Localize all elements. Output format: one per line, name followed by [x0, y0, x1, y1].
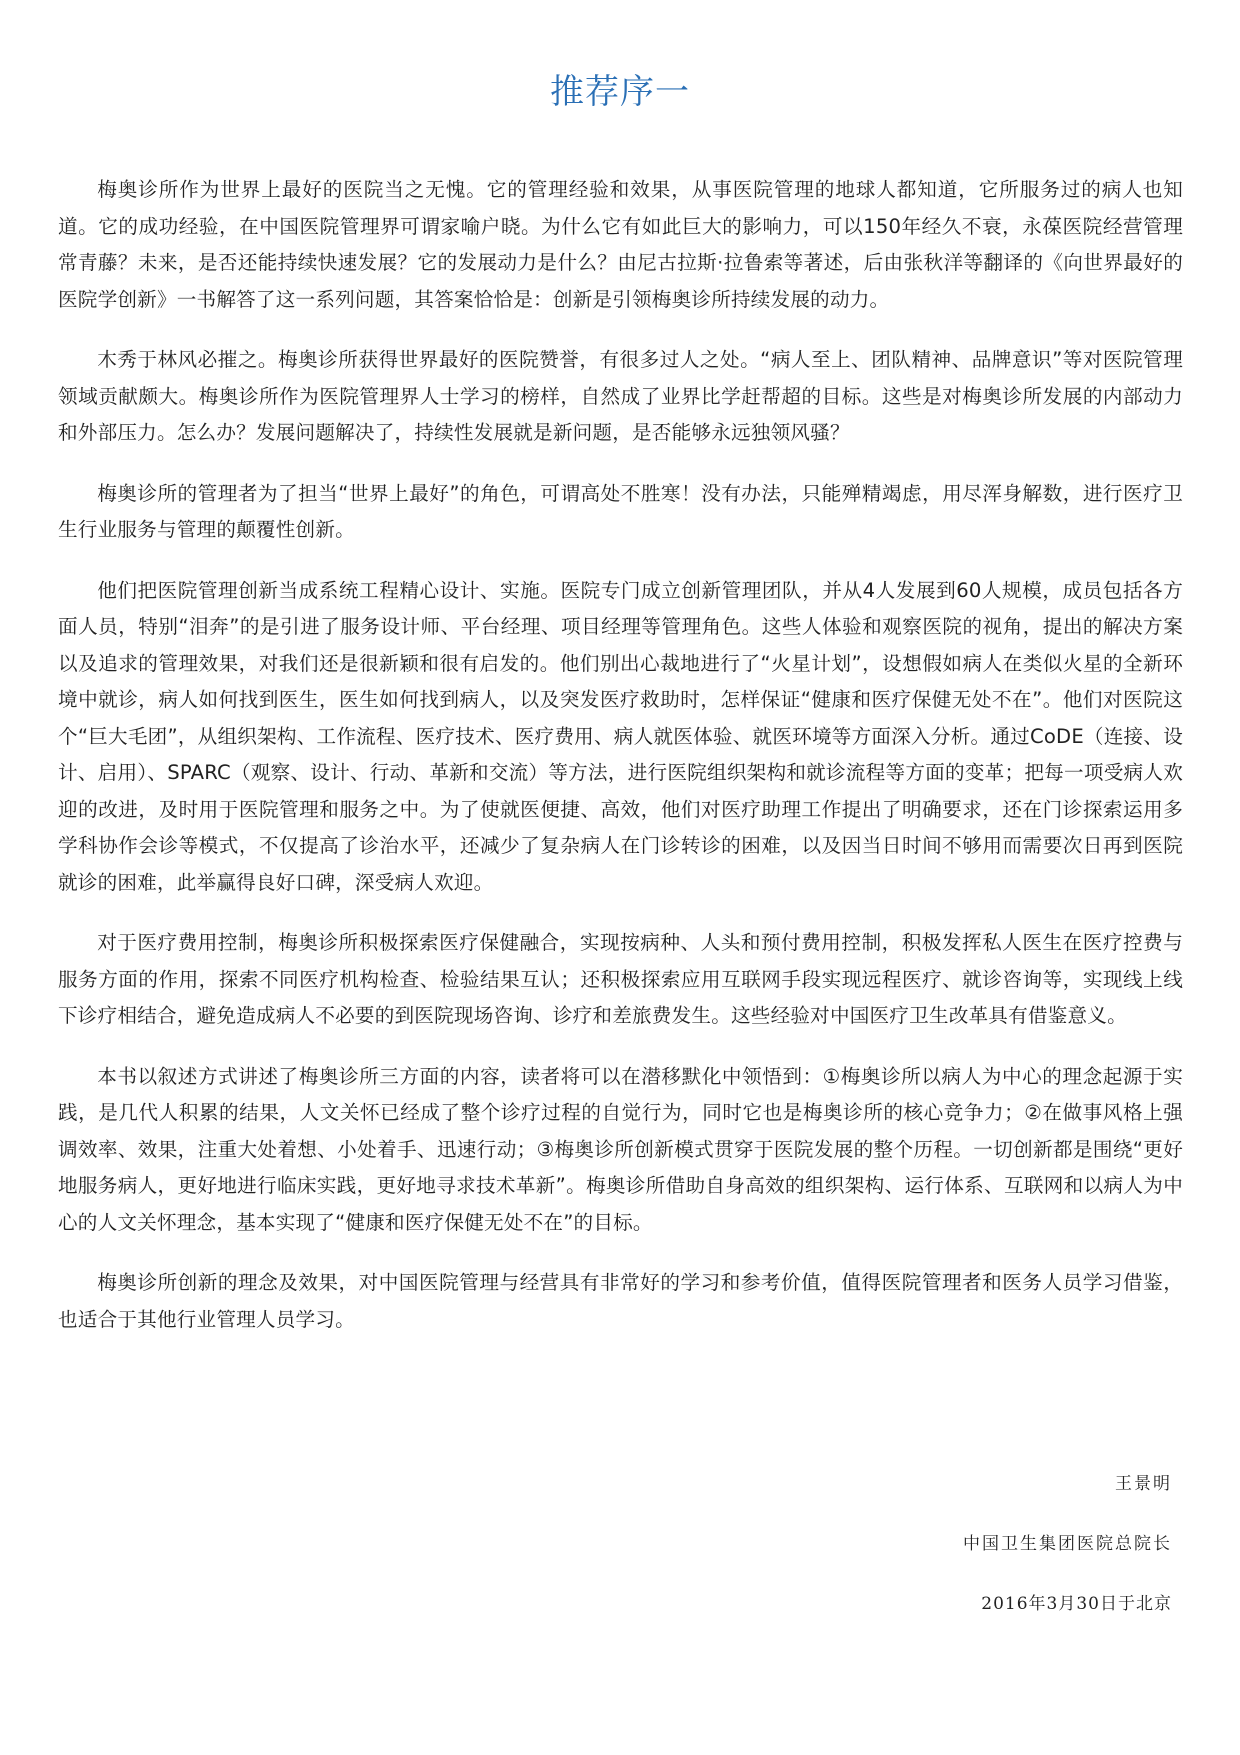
paragraph: 梅奥诊所作为世界上最好的医院当之无愧。它的管理经验和效果，从事医院管理的地球人都知道，它所服务过的病人也知道。它的成功经验，在中国医院管理界可谓家喻户晓。为什么它有如此巨大的影响力，可以150年经久不衰，永葆医院经营管理常青藤？未来，是否还能持续快速发展？它的发展动力是什么？由尼古拉斯·拉鲁索等著述，后由张秋洋等翻译的《向世界最好的医院学创新》一书解答了这一系列问题，其答案恰恰是：创新是引领梅奥诊所持续发展的动力。 [58, 178, 1183, 311]
paragraph: 本书以叙述方式讲述了梅奥诊所三方面的内容，读者将可以在潜移默化中领悟到：①梅奥诊所以病人为中心的理念起源于实践，是几代人积累的结果，人文关怀已经成了整个诊疗过程的自觉行为，同时它也是梅奥诊所的核心竞争力；②在做事风格上强调效率、效果，注重大处着想、小处着手、迅速行动；③梅奥诊所创新模式贯穿于医院发展的整个历程。一切创新都是围绕“更好地服务病人，更好地进行临床实践，更好地寻求技术革新”。梅奥诊所借助自身高效的组织架构、运行体系、互联网和以病人为中心的人文关怀理念，基本实现了“健康和医疗保健无处不在”的目标。 [58, 1064, 1183, 1234]
signature-name: 王景明 [1115, 1474, 1172, 1494]
paragraph: 梅奥诊所创新的理念及效果，对中国医院管理与经营具有非常好的学习和参考价值，值得医院管理者和医务人员学习借鉴，也适合于其他行业管理人员学习。 [58, 1271, 1183, 1331]
signature-date: 2016年3月30日于北京 [981, 1594, 1172, 1614]
paragraph: 木秀于林风必摧之。梅奥诊所获得世界最好的医院赞誉，有很多过人之处。“病人至上、团队精神、品牌意识”等对医院管理领域贡献颇大。梅奥诊所作为医院管理界人士学习的榜样，自然成了业界比学赶帮超的目标。这些是对梅奥诊所发展的内部动力和外部压力。怎么办？发展问题解决了，持续性发展就是新问题，是否能够永远独领风骚？ [58, 348, 1183, 444]
body-text [58, 172, 1183, 1362]
signature-title: 中国卫生集团医院总院长 [963, 1534, 1172, 1554]
page-title: 推荐序一 [550, 72, 690, 112]
paragraph: 他们把医院管理创新当成系统工程精心设计、实施。医院专门成立创新管理团队，并从4人发展到60人规模，成员包括各方面人员，特别“泪奔”的是引进了服务设计师、平台经理、项目经理等管理角色。这些人体验和观察医院的视角，提出的解决方案以及追求的管理效果，对我们还是很新颖和很有启发的。他们别出心裁地进行了“火星计划”，设想假如病人在类似火星的全新环境中就诊，病人如何找到医生，医生如何找到病人，以及突发医疗救助时，怎样保证“健康和医疗保健无处不在”。他们对医院这个“巨大毛团”，从组织架构、工作流程、医疗技术、医疗费用、病人就医体验、就医环境等方面深入分析。通过CoDE（连接、设计、启用）、SPARC（观察、设计、行动、革新和交流）等方法，进行医院组织架构和就诊流程等方面的变革；把每一项受病人欢迎的改进，及时用于医院管理和服务之中。为了使就医便捷、高效，他们对医疗助理工作提出了明确要求，还在门诊探索运用多学科协作会诊等模式，不仅提高了诊治水平，还减少了复杂病人在门诊转诊的困难，以及因当日时间不够用而需要次日再到医院就诊的困难，此举赢得良好口碑，深受病人欢迎。 [58, 578, 1183, 894]
paragraph: 梅奥诊所的管理者为了担当“世界上最好”的角色，可谓高处不胜寒！没有办法，只能殚精竭虑，用尽浑身解数，进行医疗卫生行业服务与管理的颠覆性创新。 [58, 481, 1183, 541]
paragraph: 对于医疗费用控制，梅奥诊所积极探索医疗保健融合，实现按病种、人头和预付费用控制，积极发挥私人医生在医疗控费与服务方面的作用，探索不同医疗机构检查、检验结果互认；还积极探索应用互联网手段实现远程医疗、就诊咨询等，实现线上线下诊疗相结合，避免造成病人不必要的到医院现场咨询、诊疗和差旅费发生。这些经验对中国医疗卫生改革具有借鉴意义。 [58, 931, 1183, 1027]
